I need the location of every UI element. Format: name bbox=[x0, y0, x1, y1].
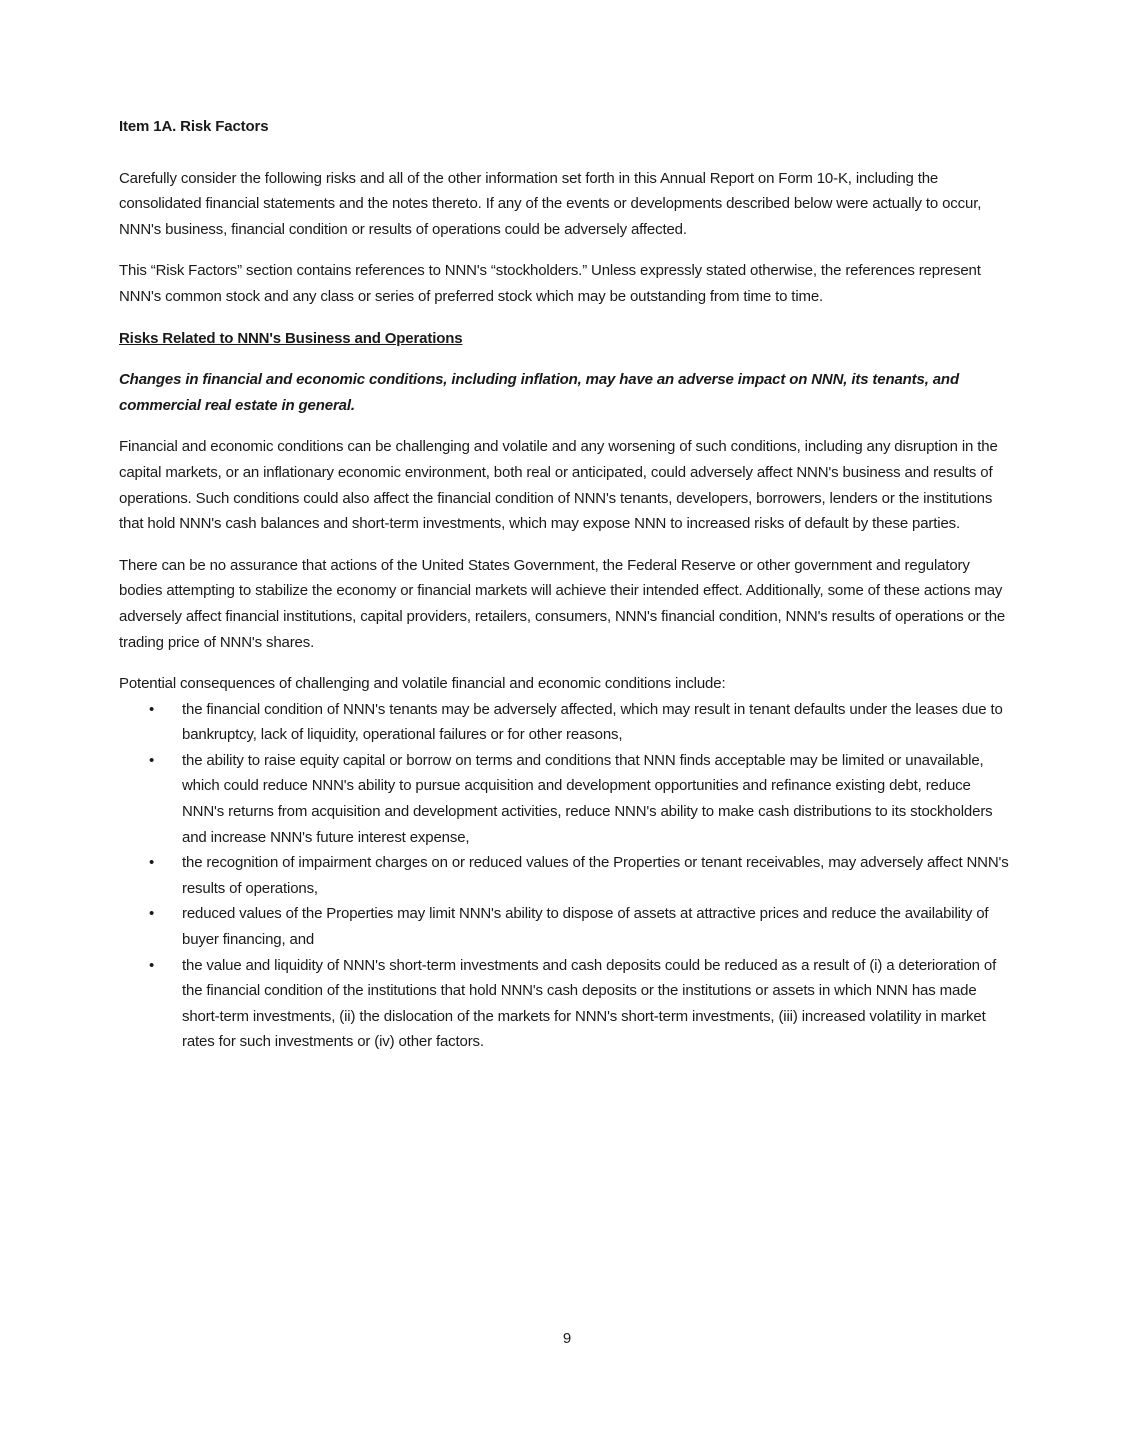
page-number: 9 bbox=[562, 1330, 572, 1347]
list-item bbox=[119, 697, 1009, 748]
page-content bbox=[119, 114, 1009, 1055]
intro-paragraph: Carefully consider the following risks and all of the other information set forth in this Annual Report on Form 10-K, including the consolidated financial statements and the notes thereto. If any of the events or developments described below were actually to occur, NNN's business, financial condition or results of operations could be adversely affected. bbox=[119, 169, 982, 238]
list-item-text: reduced values of the Properties may limit NNN's ability to dispose of assets at attractive prices and reduce the availability of buyer financing, and bbox=[182, 905, 989, 949]
list-item-text: the value and liquidity of NNN's short-term investments and cash deposits could be reduced as a result of (i) a deterioration of the financial condition of the institutions that hold NNN's cash deposits or the institutions or assets in which NNN has made short-term investments, (ii) the dislocation of the markets for NNN's short-term investments, (iii) increased volatility in market rates for such investments or (iv) other factors. bbox=[182, 956, 997, 1051]
bullet-icon: • bbox=[149, 956, 155, 974]
consequences-intro: Potential consequences of challenging and volatile financial and economic conditions include: bbox=[119, 675, 726, 693]
conditions-paragraph: Financial and economic conditions can be challenging and volatile and any worsening of such conditions, including any disruption in the capital markets, or an inflationary economic environment, both real or anticipated, could adversely affect NNN's business and results of operations. Such conditions could also affect the financial condition of NNN's tenants, developers, borrowers, lenders or the institutions that hold NNN's cash balances and short-term investments, which may expose NNN to increased risks of default by these parties. bbox=[119, 438, 998, 533]
bullet-icon: • bbox=[149, 905, 155, 923]
list-item bbox=[119, 850, 1009, 901]
list-item bbox=[119, 748, 1009, 850]
list-item-text: the ability to raise equity capital or borrow on terms and conditions that NNN finds acceptable may be limited or unavailable, which could reduce NNN's ability to pursue acquisition and development opportunities and refinance existing debt, reduce NNN's returns from acquisition and development activities, reduce NNN's ability to make cash distributions to its stockholders and increase NNN's future interest expense, bbox=[182, 751, 993, 846]
risk-heading: Changes in financial and economic conditions, including inflation, may have an adverse impact on NNN, its tenants, and commercial real estate in general. bbox=[119, 371, 959, 414]
government-paragraph: There can be no assurance that actions of the United States Government, the Federal Reserve or other government and regulatory bodies attempting to stabilize the economy or financial markets will achieve their intended effect. Additionally, some of these actions may adversely affect financial institutions, capital providers, retailers, consumers, NNN's financial condition, NNN's results of operations or the trading price of NNN's shares. bbox=[119, 556, 1006, 651]
bullet-icon: • bbox=[149, 854, 155, 872]
list-item-text: the recognition of impairment charges on or reduced values of the Properties or tenant receivables, may adversely affect NNN's results of operations, bbox=[182, 854, 1009, 897]
list-item bbox=[119, 901, 1009, 952]
item-heading: Item 1A. Risk Factors bbox=[119, 118, 269, 135]
section-heading: Risks Related to NNN's Business and Operations bbox=[119, 329, 463, 347]
bullet-icon: • bbox=[149, 700, 155, 718]
references-paragraph: This “Risk Factors” section contains references to NNN's “stockholders.” Unless expressly stated otherwise, the references represent NNN's common stock and any class or series of preferred stock which may be outstanding from time to time. bbox=[119, 262, 981, 305]
consequences-list bbox=[119, 697, 1009, 1055]
list-item bbox=[119, 953, 1009, 1055]
bullet-icon: • bbox=[149, 751, 155, 769]
list-item-text: the financial condition of NNN's tenants may be adversely affected, which may result in tenant defaults under the leases due to bankruptcy, lack of liquidity, operational failures or for other reasons, bbox=[182, 700, 1003, 744]
